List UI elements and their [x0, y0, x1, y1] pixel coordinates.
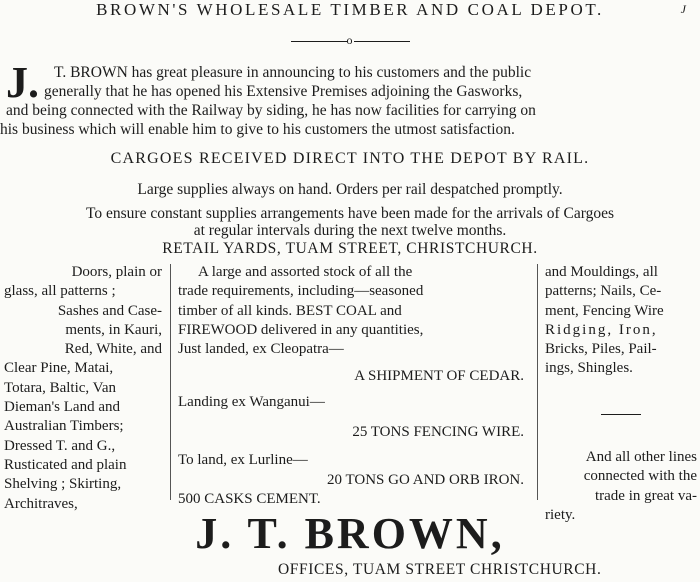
cargoes-heading: CARGOES RECEIVED DIRECT INTO THE DEPOT BY RAIL.	[110, 150, 590, 167]
fencing-wire-line: 25 TONS FENCING WIRE.	[352, 424, 524, 441]
ensure-line-1: To ensure constant supplies arrangements have been made for the arrivals of Cargoes	[85, 205, 615, 222]
landing-line: Landing ex Wanganui—	[178, 393, 325, 410]
intro-line-2: generally that he has opened his Extensive Premises adjoining the Gasworks,	[44, 83, 523, 100]
right-column-line: Ridging, Iron,	[545, 321, 658, 338]
left-column-line: Doors, plain or	[71, 264, 162, 280]
stock-paragraph-line: A large and assorted stock of all the	[198, 264, 413, 280]
left-column-line: Clear Pine, Matai,	[4, 360, 114, 377]
left-column-line: Sashes and Case-	[57, 302, 162, 319]
left-column-line: Totara, Baltic, Van	[4, 379, 116, 396]
left-column-line: Dressed T. and G.,	[4, 437, 116, 454]
supplies-line: Large supplies always on hand. Orders per rail despatched promptly.	[137, 181, 563, 198]
advertiser-name: J. T. BROWN,	[195, 509, 505, 558]
right-column-line: patterns; Nails, Ce-	[545, 283, 662, 300]
just-landed-line: Just landed, ex Cleopatra—	[178, 341, 344, 358]
left-column-line: Australian Timbers;	[4, 418, 124, 435]
left-column-line: ments, in Kauri,	[65, 321, 162, 338]
middle-column	[178, 263, 524, 509]
left-column-line: Dieman's Land and	[4, 399, 121, 416]
stock-paragraph-line: trade requirements, including—seasoned	[178, 283, 424, 300]
cedar-shipment: A SHIPMENT OF CEDAR.	[354, 368, 524, 385]
right-column-divider	[545, 405, 697, 424]
right-column-line: connected with the	[583, 468, 697, 485]
stock-paragraph-line: FIREWOOD delivered in any quantities,	[178, 321, 424, 338]
ensure-line-2: at regular intervals during the next twelve months.	[193, 222, 507, 239]
left-column-line: glass, all patterns ;	[4, 283, 116, 300]
right-column-line: ment, Fencing Wire	[545, 302, 664, 319]
left-column	[4, 263, 162, 514]
left-column-line: Architraves,	[4, 495, 78, 512]
column-rule-right	[537, 264, 538, 500]
divider-rule-right	[354, 41, 410, 42]
short-rule	[601, 414, 641, 415]
left-column-line: Rusticated and plain	[4, 456, 127, 473]
right-column	[545, 263, 697, 525]
stock-paragraph-line: timber of all kinds. BEST COAL and	[178, 302, 402, 319]
left-column-line: Shelving ; Skirting,	[4, 476, 122, 493]
offices-address: OFFICES, TUAM STREET CHRISTCHURCH.	[278, 561, 602, 578]
intro-line-3: and being connected with the Railway by siding, he has now facilities for carrying on	[6, 102, 536, 119]
corner-mark: J	[680, 2, 686, 16]
divider-ornament: o	[346, 33, 354, 47]
left-column-line: Red, White, and	[64, 341, 162, 358]
cement-line: 500 CASKS CEMENT.	[178, 490, 321, 507]
advert-title: BROWN'S WHOLESALE TIMBER AND COAL DEPOT.	[96, 0, 604, 19]
intro-line-1: T. BROWN has great pleasure in announcing to his customers and the public	[54, 64, 532, 81]
right-column-line: trade in great va-	[594, 487, 697, 504]
retail-yards-heading: RETAIL YARDS, TUAM STREET, CHRISTCHURCH.	[162, 240, 538, 257]
right-column-line: Bricks, Piles, Pail-	[545, 341, 657, 358]
right-column-line: and Mouldings, all	[545, 264, 658, 280]
column-rule-left	[170, 264, 171, 500]
right-column-line: ings, Shingles.	[545, 360, 633, 377]
divider-rule-left	[291, 41, 347, 42]
right-column-line: riety.	[545, 506, 576, 523]
drop-cap: J.	[6, 58, 39, 107]
to-land-line: To land, ex Lurline—	[178, 452, 308, 469]
iron-line: 20 TONS GO AND ORB IRON.	[327, 471, 524, 488]
title-divider	[0, 33, 700, 48]
intro-line-4: his business which will enable him to give to his customers the utmost satisfaction.	[0, 121, 515, 138]
right-column-line: And all other lines	[585, 449, 697, 466]
